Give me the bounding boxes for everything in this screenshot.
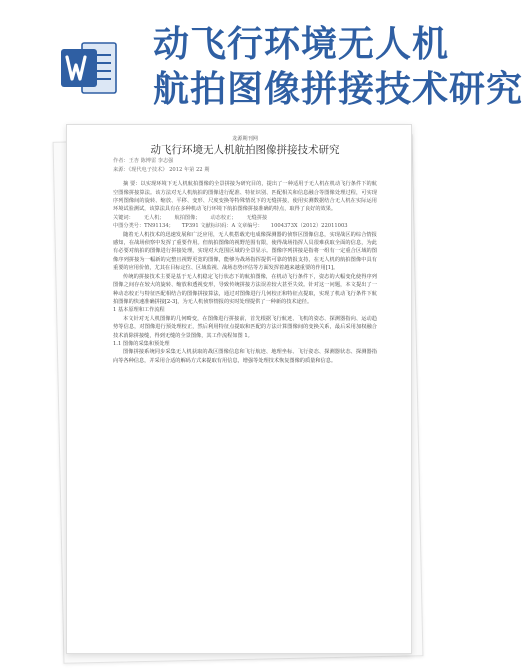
banner-title	[153, 22, 523, 112]
keyword-2: 航拍图像；	[174, 214, 201, 221]
body-paragraph-2: 传统的拼接技术主要是基于无人机稳定飞行状态下的航拍图像，在机动飞行条件下，姿态的大幅变化使得序列图像之间存在较大的旋转、缩放和透视变形，导致传统拼接方法误差较大甚至失效。针对这一问题，本文提出了一种动态校正与特征匹配相结合的图像拼接算法，通过对图像进行几何校正和特征点提取，实现了机动飞行条件下航拍图像的快速准确拼接[2-3]，为无人机侦察情报的实时处理提供了一种新的技术途径。	[113, 273, 377, 305]
document-title: 动飞行环境无人机航拍图像拼接技术研究	[150, 144, 340, 157]
abstract: 摘 要：以实现环境下无人机航拍图像的全景拼接为研究目的，提出了一种适用于无人机在机动飞行条件下的航空图像拼接算法。该方法对无人机航拍的图像进行配准、特征识别、匹配相关和信息融合等图像处理过程，可实现序列图像间的旋转、缩放、平移、变形、尺度变换等特殊情况下的无缝拼接，使用实测数据结合无人机在实际运用环境试验测试，该算法具有在多种机动飞行环境下航拍图像拼接准确的特点，取得了良好的效果。	[113, 181, 377, 213]
authors: 作者：王杏 陈博雷 李志强	[113, 158, 174, 165]
banner	[0, 0, 523, 122]
banner-title-line-2: 航拍图像拼接技术研究	[153, 69, 523, 110]
body-paragraph-1: 随着无人机技术的迅速发展和广泛应用，无人机搭载光电成像探测器的侦察区图像信息，实现战区的综合情报感知，在战场侦察中发挥了重要作用。但航拍图像的视野范围有限，使得战场指挥人员很难获取全面的信息，为此有必要对航拍的图像进行拼接处理，实现对大范围区域的全景显示。图像序列拼接是指将一组有一定重合区域的图像序列拼接为一幅新的完整且视野更宽的图像，能够为战场指挥提供可靠的情报支持，在无人机的航拍图像中具有重要的应用价值，尤其在目标定位、区域监视、战场态势评估等方面发挥着越来越重要的作用[1]。	[113, 231, 377, 272]
journal-name: 龙源期刊网	[232, 136, 258, 142]
keyword-4: 无缝拼接	[246, 214, 268, 221]
keyword-3: 动态校正；	[210, 214, 237, 221]
subsection-paragraph: 图像拼接系统同步采集无人机获取的战区图像信息和飞行航迹、地理坐标、飞行姿态、探测器状态、探测器指向等各种信息，并采用合适的解码方式来提取有用信息，增强等处理技术恢复图像的质量和信息。	[113, 349, 377, 364]
document-page	[66, 124, 412, 654]
source: 来源：《现代电子技术》 2012 年第 22 期	[113, 166, 210, 173]
keyword-1: 无人机；	[143, 214, 165, 221]
banner-title-line-1: 动飞行环境无人机	[153, 24, 450, 65]
section-paragraph: 本文针对无人机图像的几何畸变，在图像进行拼接前，首先根据飞行航迹、飞机的姿态、探测器指向、运动趋势等信息，对图像进行预处理校正，然后利用特征点提取和匹配的方法计算图像间的变换关系，最后采用加权融合技术消除拼接缝，得到无缝的全景图像，其工作流程如图 1。	[113, 315, 377, 339]
article-number: 1004373X（2012）22011003	[270, 223, 348, 230]
clc-number: 中图分类号：TN91134；	[113, 223, 174, 230]
keywords-label: 关键词：	[113, 214, 134, 221]
classification-line	[113, 222, 377, 230]
document-content	[113, 135, 377, 385]
subsection-heading: 1.1 图像的采集和预处理	[113, 340, 170, 347]
word-document-icon	[60, 37, 118, 99]
keywords	[113, 214, 377, 222]
section-heading: 1 基本原理和工作流程	[113, 307, 165, 314]
document-code: TP391 文献标识码：A 文章编号：	[181, 223, 263, 230]
